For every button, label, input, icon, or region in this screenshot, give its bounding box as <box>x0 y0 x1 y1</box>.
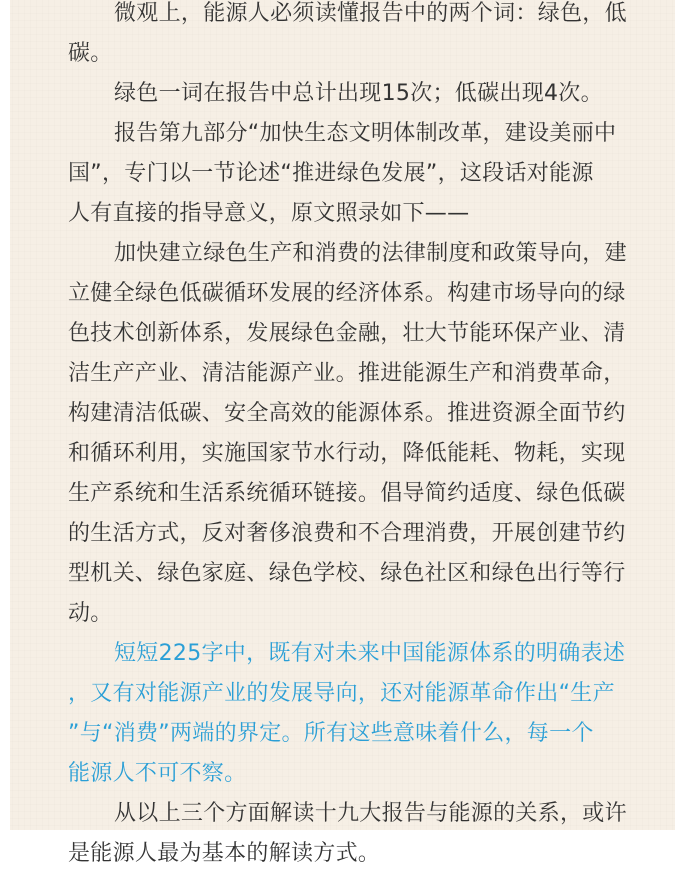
paragraph-line: 洁生产产业、清洁能源产业。推进能源生产和消费革命， <box>68 361 626 386</box>
paragraph-line: 绿色一词在报告中总计出现15次；低碳出现4次。 <box>114 81 603 106</box>
paragraph-line: 和循环利用，实施国家节水行动，降低能耗、物耗，实现 <box>68 441 626 466</box>
paragraph-line: 立健全绿色低碳循环发展的经济体系。构建市场导向的绿 <box>68 281 626 306</box>
paragraph-line: 能源人不可不察。 <box>68 761 247 786</box>
paragraph-line: ，又有对能源产业的发展导向，还对能源革命作出“生产 <box>68 681 615 706</box>
paragraph-report-part-nine <box>0 114 685 234</box>
paragraph-line: 加快建立绿色生产和消费的法律制度和政策导向，建 <box>114 241 627 266</box>
paragraph-line: ”与“消费”两端的界定。所有这些意味着什么，每一个 <box>68 721 594 746</box>
paragraph-micro-view <box>0 0 685 74</box>
paragraph-line: 是能源人最为基本的解读方式。 <box>68 841 381 866</box>
paragraph-highlighted-summary <box>0 634 685 794</box>
paragraph-word-count <box>0 74 685 114</box>
paragraph-line: 的生活方式，反对奢侈浪费和不合理消费，开展创建节约 <box>68 521 626 546</box>
paragraph-line: 从以上三个方面解读十九大报告与能源的关系，或许 <box>114 801 627 826</box>
paragraph-quoted-original-text <box>0 234 685 634</box>
paragraph-line: 报告第九部分“加快生态文明体制改革，建设美丽中 <box>114 121 617 146</box>
paragraph-line: 色技术创新体系，发展绿色金融，壮大节能环保产业、清 <box>68 321 626 346</box>
paragraph-line: 人有直接的指导意义，原文照录如下—— <box>68 201 470 226</box>
paragraph-conclusion <box>0 794 685 874</box>
paragraph-line: 碳。 <box>68 41 113 66</box>
paragraph-line: 型机关、绿色家庭、绿色学校、绿色社区和绿色出行等行 <box>68 561 626 586</box>
paragraph-line: 短短225字中，既有对未来中国能源体系的明确表述 <box>114 641 626 666</box>
paragraph-line: 构建清洁低碳、安全高效的能源体系。推进资源全面节约 <box>68 401 626 426</box>
paragraph-line: 动。 <box>68 601 113 626</box>
paragraph-line: 国”，专门以一节论述“推进绿色发展”，这段话对能源 <box>68 161 594 186</box>
paragraph-line: 生产系统和生活系统循环链接。倡导简约适度、绿色低碳 <box>68 481 626 506</box>
paragraph-line: 微观上，能源人必须读懂报告中的两个词：绿色，低 <box>114 1 627 26</box>
